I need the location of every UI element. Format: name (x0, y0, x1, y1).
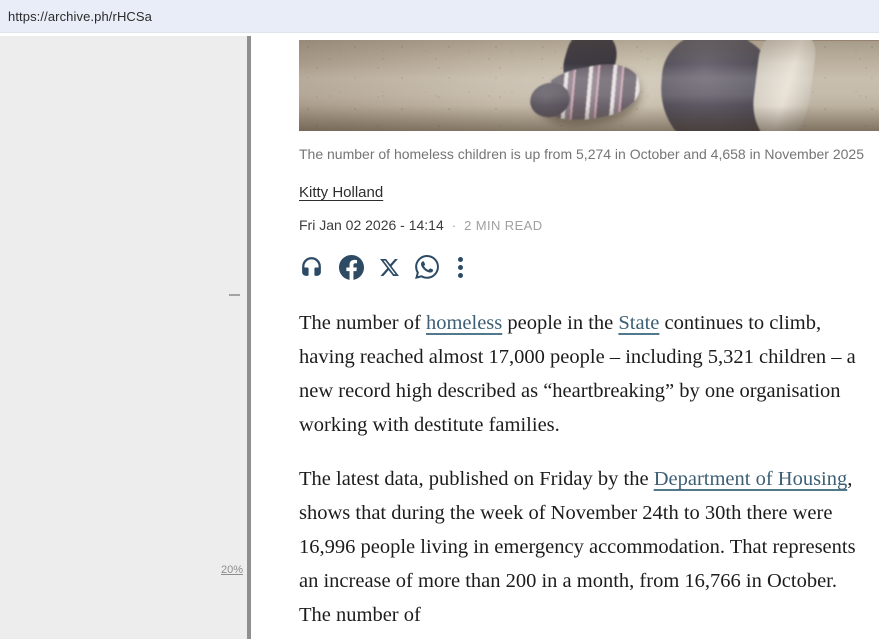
p1-text-2: people in the (502, 312, 619, 334)
publish-date: Fri Jan 02 2026 - 14:14 (299, 217, 444, 233)
more-options-icon[interactable] (454, 257, 467, 278)
photo-shading (299, 40, 879, 131)
share-toolbar (299, 254, 879, 280)
paragraph-1 (299, 306, 871, 442)
byline (299, 184, 879, 202)
paragraph-2 (299, 462, 871, 632)
dateline (299, 217, 879, 233)
zoom-level-link[interactable]: 20% (220, 564, 243, 576)
whatsapp-icon[interactable] (415, 255, 439, 279)
p2-text-2: , shows that during the week of November 24th to 30th there were 16,996 people living in emergency accommodation. That represents an increase of more than 200 in a month, from 16,766 in October. The number of (299, 468, 856, 626)
p2-text-1: The latest data, published on Friday by the (299, 468, 654, 490)
vertical-divider (247, 36, 251, 639)
author-link[interactable]: Kitty Holland (299, 184, 384, 201)
p1-text-3: continues to climb, having reached almost 17,000 people – including 5,321 children – a new record high described as “heartbreaking” by one organisation working with destitute families. (299, 312, 856, 436)
listen-audio-icon[interactable] (299, 255, 324, 280)
archived-url: https://archive.ph/rHCSa (8, 8, 153, 24)
state-link[interactable]: State (618, 312, 660, 334)
article-image (299, 40, 879, 131)
read-time: 2 MIN READ (464, 217, 543, 233)
facebook-icon[interactable] (339, 255, 364, 280)
ruler-tick-mark (229, 294, 240, 296)
article-content (299, 36, 879, 639)
department-of-housing-link[interactable]: Department of Housing (653, 468, 848, 490)
p1-text-1: The number of (299, 312, 426, 334)
dot-separator: · (451, 217, 457, 233)
image-caption: The number of homeless children is up from 5,274 in October and 4,658 in November 2025 (299, 146, 864, 162)
x-twitter-icon[interactable] (379, 257, 400, 278)
homeless-link[interactable]: homeless (425, 312, 503, 334)
sidebar (0, 36, 247, 639)
url-bar[interactable] (0, 0, 879, 33)
article-body (299, 306, 871, 632)
